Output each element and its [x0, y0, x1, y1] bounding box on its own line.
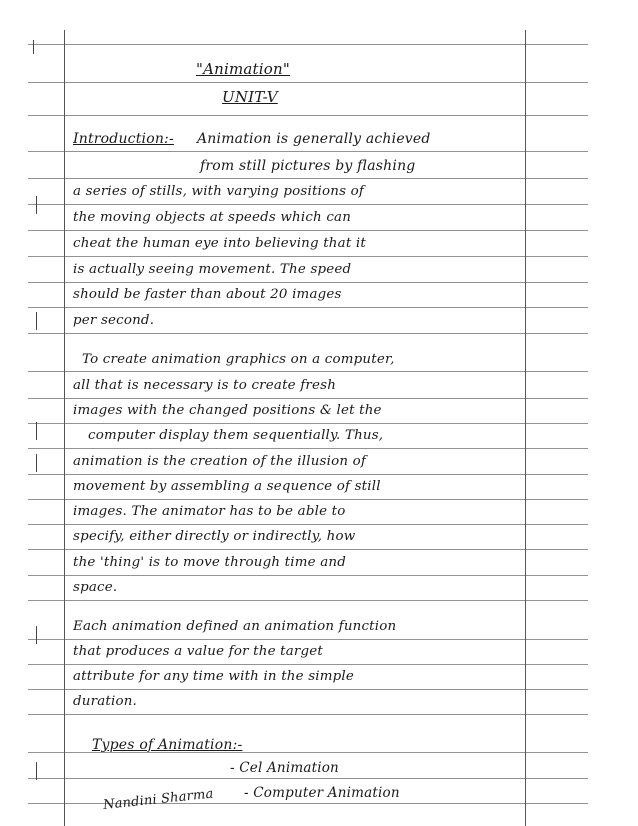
ruled-line [28, 398, 588, 399]
ruled-line [28, 115, 588, 116]
paragraph-line: computer display them sequentially. Thus, [88, 428, 384, 443]
intro-line: from still pictures by flashing [200, 158, 416, 174]
paragraph-line: animation is the creation of the illusion of [73, 454, 367, 469]
ruled-line [28, 575, 588, 576]
types-heading: Types of Animation:- [92, 737, 243, 753]
margin-tick [36, 454, 37, 472]
paragraph-line: that produces a value for the target [73, 644, 323, 659]
paragraph-line: all that is necessary is to create fresh [73, 378, 337, 393]
left-margin-line [64, 30, 65, 826]
margin-tick [33, 40, 34, 54]
ruled-line [28, 82, 588, 83]
types-item: - Cel Animation [230, 760, 339, 776]
paragraph-line: images. The animator has to be able to [73, 504, 346, 519]
ruled-line [28, 448, 588, 449]
ruled-line [28, 333, 588, 334]
intro-line: the moving objects at speeds which can [73, 210, 352, 225]
paragraph-line: Each animation defined an animation function [73, 619, 397, 634]
ruled-line [28, 714, 588, 715]
intro-line: Animation is generally achieved [197, 131, 431, 147]
intro-line: is actually seeing movement. The speed [73, 262, 352, 277]
ruled-line [28, 778, 588, 779]
ruled-line [28, 600, 588, 601]
paragraph-line: duration. [73, 694, 137, 709]
margin-tick [36, 762, 37, 780]
intro-line: should be faster than about 20 images [73, 287, 342, 302]
margin-tick [36, 196, 37, 214]
ruled-line [28, 423, 588, 424]
ruled-line [28, 44, 588, 45]
signature: Nandini Sharma [102, 786, 215, 813]
ruled-line [28, 371, 588, 372]
right-margin-line [525, 30, 526, 826]
ruled-line [28, 524, 588, 525]
ruled-line [28, 256, 588, 257]
paragraph-line: space. [73, 580, 118, 595]
intro-line: per second. [73, 313, 155, 328]
paragraph-line: attribute for any time with in the simple [73, 669, 355, 684]
ruled-line [28, 474, 588, 475]
ruled-line [28, 204, 588, 205]
ruled-line [28, 230, 588, 231]
margin-tick [36, 312, 37, 330]
paragraph-line: movement by assembling a sequence of still [73, 479, 381, 494]
paragraph-line: images with the changed positions & let the [73, 403, 382, 418]
ruled-line [28, 307, 588, 308]
margin-tick [36, 626, 37, 644]
ruled-line [28, 499, 588, 500]
ruled-line [28, 689, 588, 690]
ruled-line [28, 178, 588, 179]
ruled-line [28, 639, 588, 640]
paragraph-line: specify, either directly or indirectly, how [73, 529, 356, 544]
paragraph-line: the 'thing' is to move through time and [73, 555, 346, 570]
ruled-line [28, 151, 588, 152]
ruled-line [28, 664, 588, 665]
intro-heading: Introduction:- [73, 131, 174, 147]
types-item: - Computer Animation [244, 785, 400, 801]
margin-tick [36, 422, 37, 440]
intro-line: cheat the human eye into believing that it [73, 236, 366, 251]
ruled-line [28, 282, 588, 283]
ruled-line [28, 549, 588, 550]
page-title: "Animation" [196, 60, 290, 78]
paragraph-line: To create animation graphics on a computer, [82, 352, 395, 367]
intro-line: a series of stills, with varying positions of [73, 184, 365, 199]
unit-heading: UNIT-V [222, 88, 278, 106]
